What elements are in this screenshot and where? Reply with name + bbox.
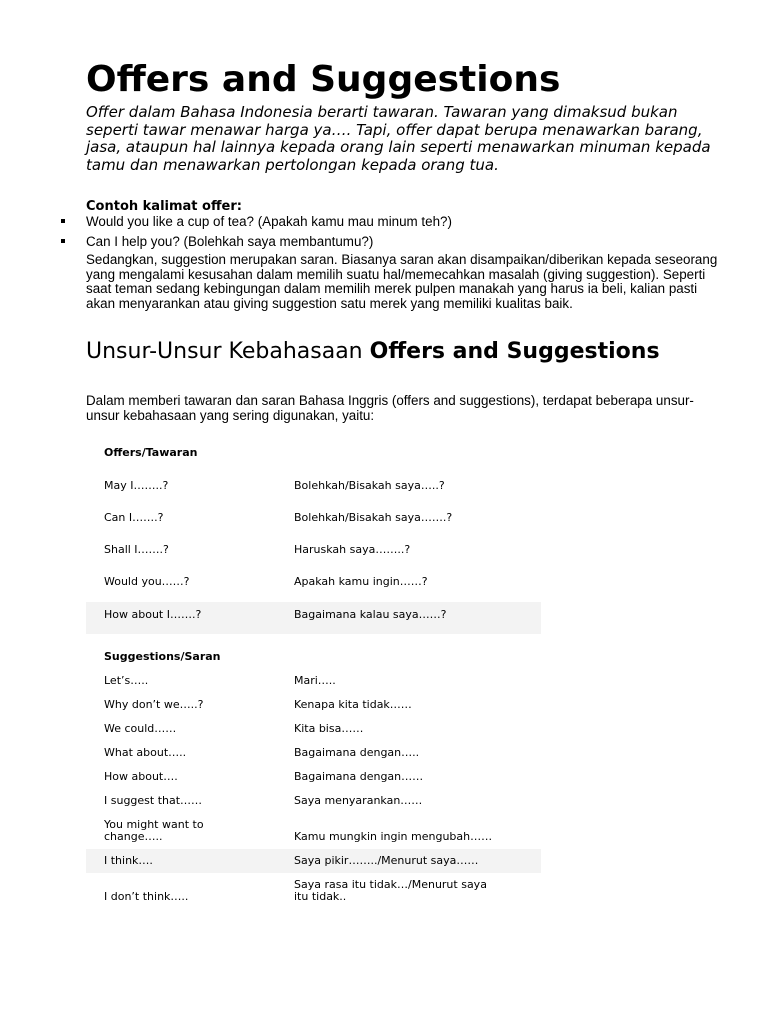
table-row bbox=[86, 875, 541, 909]
suggestion-phrase: I suggest that…… bbox=[104, 794, 203, 807]
suggestion-translation: Bagaimana dengan…… bbox=[294, 770, 424, 783]
suggestion-translation: Kenapa kita tidak…… bbox=[294, 698, 412, 711]
suggestion-phrase: What about….. bbox=[104, 746, 187, 759]
list-item bbox=[0, 213, 768, 233]
list-item bbox=[0, 233, 768, 253]
offer-phrase: Would you……? bbox=[104, 575, 190, 588]
suggestion-phrase: I don’t think….. bbox=[104, 890, 189, 903]
table-row bbox=[86, 602, 541, 634]
suggestion-phrase: Let’s….. bbox=[104, 674, 149, 687]
offer-phrase: Shall I…….? bbox=[104, 543, 169, 556]
table-header-row bbox=[86, 440, 541, 466]
bullet-icon bbox=[61, 219, 65, 223]
table-row bbox=[86, 743, 541, 765]
suggestion-phrase-line-1: You might want to bbox=[104, 818, 204, 831]
offer-phrase: Can I…….? bbox=[104, 511, 164, 524]
example-text: Would you like a cup of tea? (Apakah kamu mau minum teh?) bbox=[86, 214, 452, 229]
table-row bbox=[86, 508, 541, 530]
examples-list bbox=[0, 213, 768, 253]
section-intro: Dalam memberi tawaran dan saran Bahasa Inggris (offers and suggestions), terdapat beberapa unsur-unsur kebahasaan yang sering digunakan, yaitu: bbox=[86, 393, 694, 423]
suggestion-translation-line-1: Saya rasa itu tidak…/Menurut saya bbox=[294, 878, 487, 891]
page-title: Offers and Suggestions bbox=[86, 59, 561, 100]
suggestion-phrase-line-2: change….. bbox=[104, 830, 163, 843]
examples-label: Contoh kalimat offer: bbox=[86, 199, 242, 214]
table-row bbox=[86, 767, 541, 789]
table-row bbox=[86, 849, 541, 873]
offers-header: Offers/Tawaran bbox=[104, 446, 198, 459]
suggestion-translation: Kamu mungkin ingin mengubah…… bbox=[294, 830, 493, 843]
suggestion-translation-line-2: itu tidak.. bbox=[294, 890, 347, 903]
table-row bbox=[86, 572, 541, 594]
table-row bbox=[86, 671, 541, 693]
section-heading bbox=[86, 338, 706, 366]
section-heading-plain: Unsur-Unsur Kebahasaan bbox=[86, 339, 370, 364]
suggestion-translation: Bagaimana dengan….. bbox=[294, 746, 420, 759]
suggestion-phrase: Why don’t we…..? bbox=[104, 698, 204, 711]
suggestion-phrase: I think…. bbox=[104, 854, 153, 867]
suggestion-paragraph: Sedangkan, suggestion merupakan saran. Biasanya saran akan disampaikan/diberikan kepada seseorang yang mengalami kesusahan dalam memilih suatu hal/memecahkan masalah (giving suggestion). Seperti saat teman sedang kebingungan dalam memilih merek pulpen manakah yang harus ia beli, kalian pasti akan menyarankan atau giving suggestion satu merek yang memiliki kualitas baik. bbox=[86, 252, 718, 311]
table-row bbox=[86, 719, 541, 741]
table-row bbox=[86, 540, 541, 562]
offer-translation: Bolehkah/Bisakah saya…….? bbox=[294, 511, 453, 524]
suggestion-translation: Mari….. bbox=[294, 674, 336, 687]
example-text: Can I help you? (Bolehkah saya membantumu?) bbox=[86, 234, 374, 249]
suggestion-translation: Saya pikir……../Menurut saya…… bbox=[294, 854, 479, 867]
bullet-icon bbox=[61, 239, 65, 243]
table-row bbox=[86, 815, 541, 847]
intro-paragraph: Offer dalam Bahasa Indonesia berarti tawaran. Tawaran yang dimaksud bukan seperti tawar menawar harga ya…. Tapi, offer dapat berupa menawarkan barang, jasa, ataupun hal lainnya kepada orang lain seperti menawarkan minuman kepada tamu dan menawarkan pertolongan kepada orang tua. bbox=[86, 103, 711, 174]
suggestion-phrase: How about…. bbox=[104, 770, 178, 783]
table-row bbox=[86, 476, 541, 498]
offer-translation: Haruskah saya……..? bbox=[294, 543, 411, 556]
section-heading-bold: Offers and Suggestions bbox=[369, 339, 660, 364]
suggestion-phrase: We could…… bbox=[104, 722, 177, 735]
offer-translation: Apakah kamu ingin……? bbox=[294, 575, 428, 588]
offer-translation: Bagaimana kalau saya……? bbox=[294, 608, 447, 621]
offer-phrase: How about I…….? bbox=[104, 608, 202, 621]
table-row bbox=[86, 791, 541, 813]
offer-translation: Bolehkah/Bisakah saya…..? bbox=[294, 479, 445, 492]
table-row bbox=[86, 695, 541, 717]
offer-phrase: May I……..? bbox=[104, 479, 169, 492]
table-header-row bbox=[86, 645, 541, 669]
suggestion-translation: Saya menyarankan…… bbox=[294, 794, 423, 807]
suggestion-translation: Kita bisa…… bbox=[294, 722, 364, 735]
suggestions-header: Suggestions/Saran bbox=[104, 650, 221, 663]
